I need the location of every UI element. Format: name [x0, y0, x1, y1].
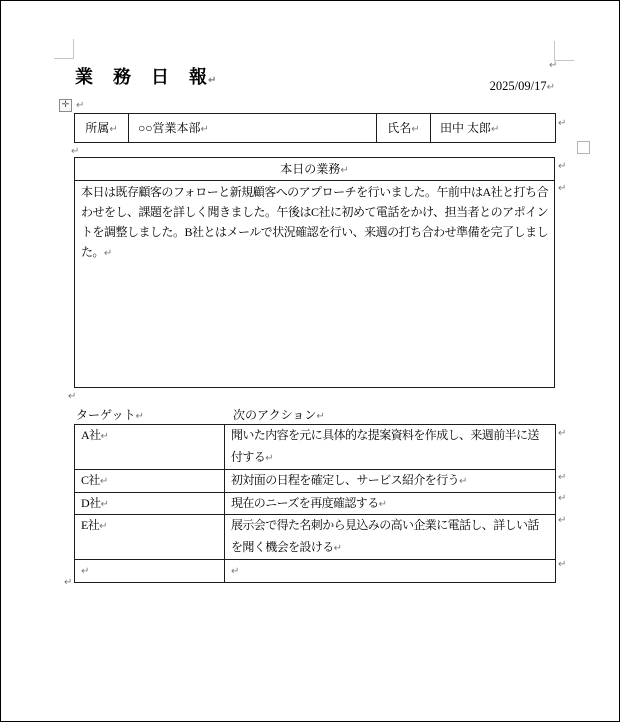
table-move-handle[interactable]: [59, 99, 72, 112]
today-header-row: [75, 158, 555, 181]
target-text: D社: [81, 495, 101, 510]
action-cell[interactable]: [225, 515, 556, 560]
today-body-cell[interactable]: [75, 181, 555, 388]
today-body-row: [75, 181, 555, 388]
target-cell[interactable]: [75, 492, 225, 515]
pilcrow-mark: ↵: [546, 82, 555, 93]
action-text: 展示会で得た名刺から見込みの高い企業に電話し、詳しい話を聞く機会を設ける: [231, 518, 539, 554]
cell-end-mark: ↵: [99, 521, 107, 532]
cell-end-mark: ↵: [100, 498, 109, 510]
cell-end-mark: ↵: [109, 124, 118, 135]
dept-value-cell[interactable]: [129, 114, 377, 143]
row-end-mark: ↵: [558, 161, 567, 172]
action-cell[interactable]: [225, 425, 556, 470]
pilcrow-mark: ↵: [549, 60, 558, 71]
today-body-text: 本日は既存顧客のフォローと新規顧客へのアプローチを行いました。午前中はA社と打ち合わせをし、課題を詳しく聞きました。午後はC社に初めて電話をかけ、担当者とのアポイントを調整しました。B社とはメールで状況確認を行い、来週の打ち合わせ準備を完了しました。: [81, 185, 548, 259]
target-text: C社: [81, 473, 100, 487]
action-cell[interactable]: [225, 492, 556, 515]
page-title[interactable]: [75, 63, 217, 89]
cell-end-mark: ↵: [491, 124, 500, 135]
today-header-text: 本日の業務: [280, 162, 341, 176]
cell-end-mark: ↵: [411, 124, 420, 135]
cell-end-mark: ↵: [103, 248, 112, 259]
cell-end-mark: ↵: [333, 542, 342, 554]
info-table-row: [75, 114, 556, 143]
action-row: [75, 515, 556, 560]
margin-corner-mark-top-right: [554, 41, 574, 61]
pilcrow-mark: ↵: [71, 146, 80, 157]
today-header-cell[interactable]: [75, 158, 555, 181]
target-cell[interactable]: [75, 515, 225, 560]
name-label: 氏名: [387, 121, 412, 135]
cell-end-mark: ↵: [81, 566, 89, 577]
action-label-text: 次のアクション: [233, 408, 317, 422]
cell-end-mark: ↵: [99, 476, 108, 487]
pilcrow-mark: ↵: [208, 75, 218, 86]
pilcrow-mark: ↵: [316, 411, 325, 422]
table-resize-handle[interactable]: [577, 141, 590, 154]
cell-end-mark: ↵: [378, 498, 387, 510]
dept-value: ○○営業本部: [138, 121, 201, 135]
action-text: 聞いた内容を元に具体的な提案資料を作成し、来週前半に送付する: [231, 428, 539, 464]
action-text: 現在のニーズを再度確認する: [231, 495, 379, 510]
pilcrow-mark: ↵: [68, 391, 77, 402]
name-value-cell[interactable]: [431, 114, 556, 143]
target-cell[interactable]: [75, 470, 225, 493]
row-end-mark: ↵: [558, 118, 567, 129]
next-action-column-label[interactable]: [233, 406, 325, 423]
row-end-mark: ↵: [558, 428, 567, 439]
name-value: 田中 太郎: [440, 121, 492, 135]
info-table: [74, 113, 556, 143]
action-row: [75, 425, 556, 470]
cell-end-mark: ↵: [200, 124, 209, 135]
action-row: [75, 470, 556, 493]
target-cell[interactable]: [75, 425, 225, 470]
pilcrow-mark: ↵: [76, 100, 85, 111]
row-end-mark: ↵: [558, 183, 567, 194]
target-column-label[interactable]: [76, 406, 144, 423]
target-text: A社: [81, 428, 101, 442]
pilcrow-mark: ↵: [64, 577, 73, 588]
margin-corner-mark-top-left: [54, 39, 74, 59]
move-cross-icon: ✛: [61, 100, 70, 110]
cell-end-mark: ↵: [100, 431, 109, 442]
row-end-mark: ↵: [558, 493, 567, 504]
action-cell[interactable]: [225, 560, 556, 583]
dept-label: 所属: [85, 121, 110, 135]
row-end-mark: ↵: [558, 559, 567, 570]
action-cell[interactable]: [225, 470, 556, 493]
action-row: [75, 560, 556, 583]
row-end-mark: ↵: [558, 472, 567, 483]
cell-end-mark: ↵: [340, 165, 349, 176]
action-row: [75, 492, 556, 515]
cell-end-mark: ↵: [265, 452, 273, 464]
dept-label-cell[interactable]: [75, 114, 129, 143]
target-text: E社: [81, 518, 100, 532]
name-label-cell[interactable]: [377, 114, 431, 143]
page-title-text: 業 務 日 報: [75, 67, 208, 87]
cell-end-mark: ↵: [231, 566, 239, 577]
report-date-text: 2025/09/17: [489, 79, 547, 93]
today-work-table: [74, 157, 555, 388]
cell-end-mark: ↵: [459, 476, 467, 487]
pilcrow-mark: ↵: [135, 411, 144, 422]
action-text: 初対面の日程を確定し、サービス紹介を行う: [231, 473, 460, 487]
row-end-mark: ↵: [558, 515, 567, 526]
target-label-text: ターゲット: [76, 408, 136, 422]
actions-table: [74, 424, 556, 583]
target-cell[interactable]: [75, 560, 225, 583]
report-date[interactable]: [354, 79, 555, 94]
